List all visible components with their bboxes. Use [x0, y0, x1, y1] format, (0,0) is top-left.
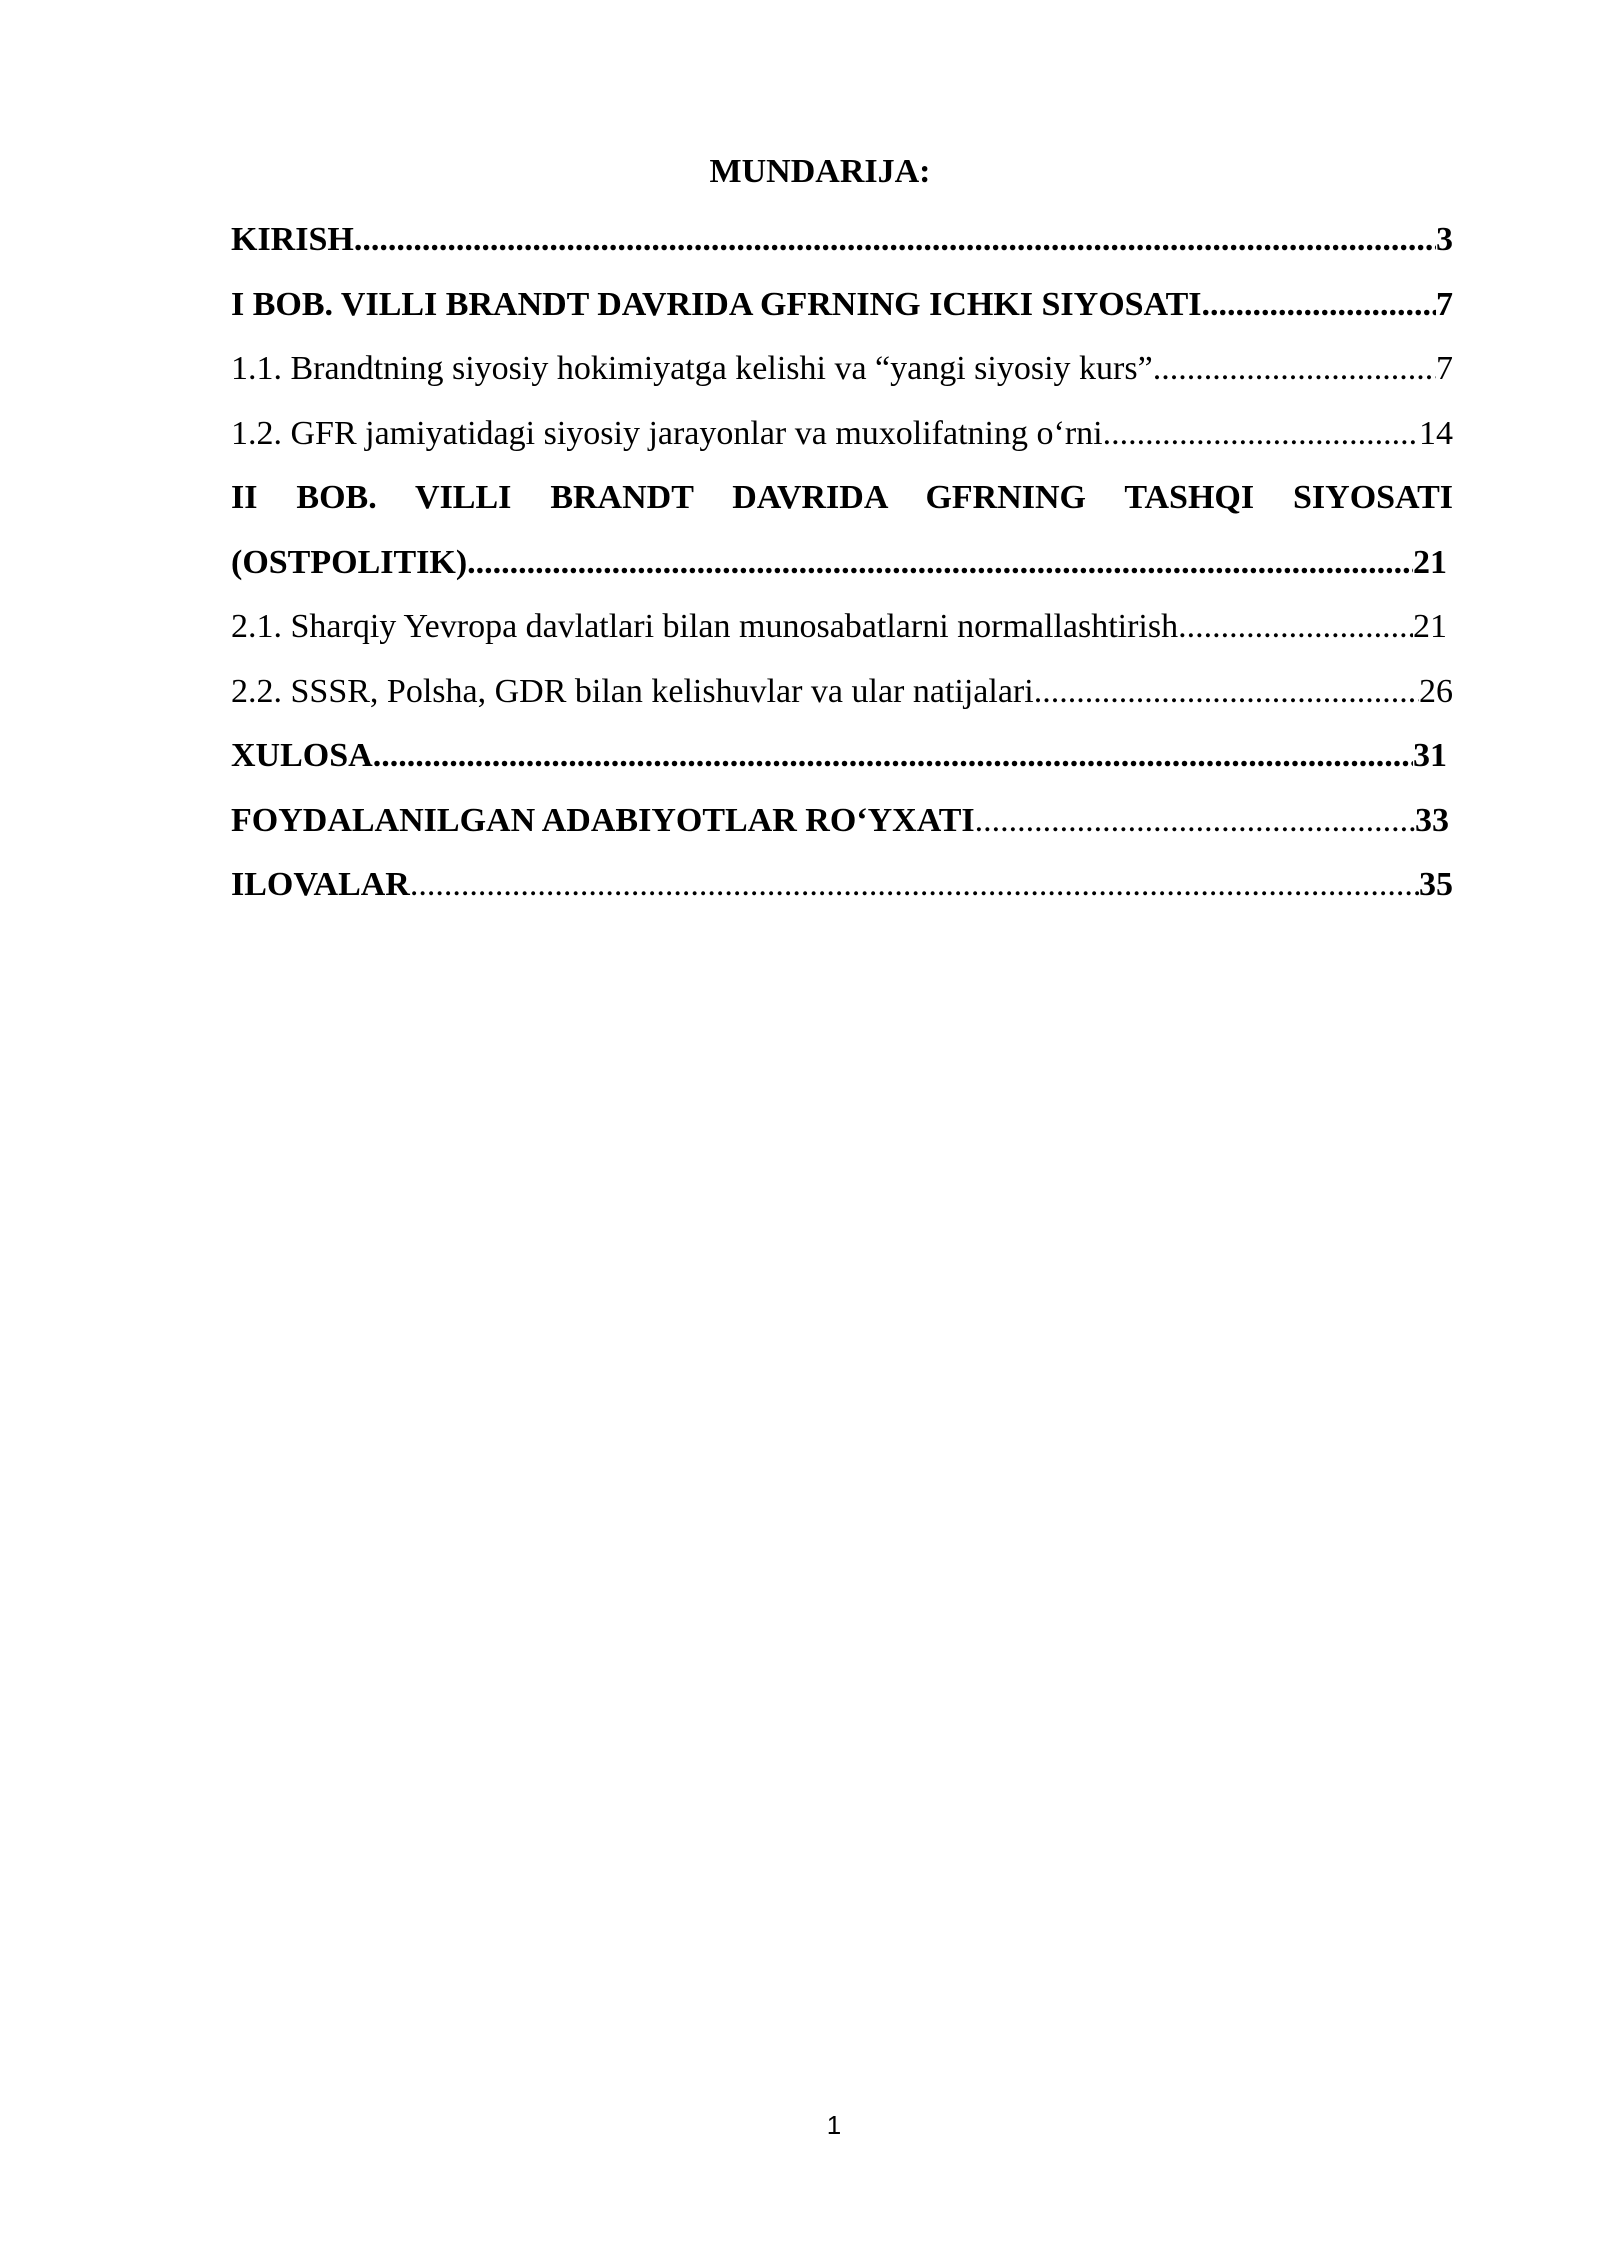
toc-leader-dots	[1034, 660, 1419, 725]
toc-entry-bob-2-line-1[interactable]	[231, 466, 1453, 531]
toc-entry-label: ILOVALAR	[231, 866, 410, 903]
toc-entry-page: 31	[1413, 737, 1447, 774]
toc-entry-page: 35	[1419, 866, 1453, 903]
toc-entry-label: KIRISH	[231, 221, 354, 258]
table-of-contents	[231, 208, 1453, 918]
toc-entry-section-2-1[interactable]	[231, 595, 1447, 660]
toc-leader-dots	[1153, 337, 1436, 402]
toc-entry-bob-1[interactable]	[231, 273, 1453, 338]
toc-entry-page: 33	[1415, 801, 1449, 839]
toc-entry-label: (OSTPOLITIK)	[231, 543, 468, 581]
toc-entry-label: 1.1. Brandtning siyosiy hokimiyatga kelishi va “yangi siyosiy kurs”	[231, 350, 1153, 387]
toc-entry-page: 26	[1419, 672, 1453, 710]
toc-entry-page: 3	[1436, 221, 1453, 258]
toc-entry-label: XULOSA	[231, 737, 373, 774]
toc-leader-dots	[410, 853, 1419, 918]
toc-entry-section-2-2[interactable]	[231, 660, 1453, 725]
toc-leader-dots	[373, 724, 1413, 789]
toc-entry-kirish[interactable]	[231, 208, 1453, 273]
toc-entry-label: 2.1. Sharqiy Yevropa davlatlari bilan munosabatlarni normallashtirish	[231, 608, 1179, 645]
toc-entry-adabiyotlar[interactable]	[231, 789, 1449, 854]
toc-entry-page: 14	[1419, 414, 1453, 452]
toc-leader-dots	[1103, 402, 1419, 467]
toc-entry-page: 21	[1413, 543, 1447, 581]
toc-entry-bob-2-line-2[interactable]	[231, 531, 1447, 596]
toc-entry-ilovalar[interactable]	[231, 853, 1453, 918]
toc-entry-label: FOYDALANILGAN ADABIYOTLAR RO‘YXATI	[231, 801, 975, 839]
toc-leader-dots	[1178, 595, 1413, 660]
toc-entry-xulosa[interactable]	[231, 724, 1447, 789]
toc-entry-page: 21	[1413, 608, 1447, 645]
toc-entry-page: 7	[1436, 285, 1453, 323]
toc-entry-label: I BOB. VILLI BRANDT DAVRIDA GFRNING ICHKI SIYOSATI	[231, 285, 1202, 323]
toc-entry-label: 1.2. GFR jamiyatidagi siyosiy jarayonlar va muxolifatning o‘rni	[231, 414, 1103, 452]
toc-title: MUNDARIJA:	[709, 153, 931, 190]
toc-entry-section-1-1[interactable]	[231, 337, 1453, 402]
toc-entry-section-1-2[interactable]	[231, 402, 1453, 467]
toc-leader-dots	[1202, 273, 1437, 338]
toc-leader-dots	[467, 531, 1413, 596]
toc-leader-dots	[354, 208, 1436, 273]
toc-entry-label: II BOB. VILLI BRANDT DAVRIDA GFRNING TASHQI SIYOSATI	[231, 479, 1453, 516]
toc-leader-dots	[975, 789, 1415, 854]
page-number: 1	[826, 2110, 842, 2140]
toc-entry-page: 7	[1436, 350, 1453, 387]
toc-entry-label: 2.2. SSSR, Polsha, GDR bilan kelishuvlar va ular natijalari	[231, 672, 1034, 710]
